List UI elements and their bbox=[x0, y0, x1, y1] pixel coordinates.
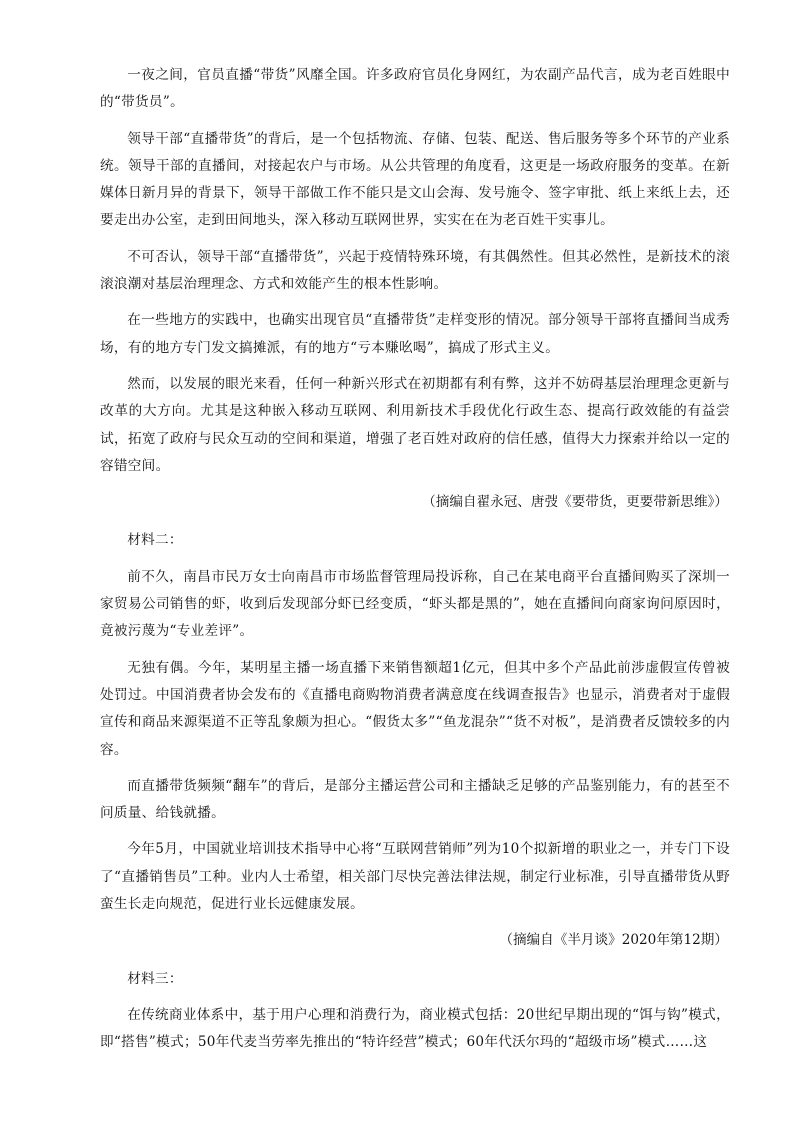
material-3-heading: 材料三： bbox=[127, 970, 183, 987]
paragraph-10: 在传统商业体系中，基于用户心理和消费行为，商业模式包括：20世纪早期出现的“饵与钩”模式，即“搭售”模式；50年代麦当劳率先推出的“特许经营”模式；60年代沃尔玛的“超级市场”模式……这 bbox=[100, 1006, 730, 1051]
paragraph-9: 今年5月，中国就业培训技术指导中心将“互联网营销师”列为10个拟新增的职业之一，并专门下设了“直播销售员”工种。业内人士希望，相关部门尽快完善法律法规，制定行业标准，引导直播带货从野蛮生长走向规范，促进行业长远健康发展。 bbox=[100, 841, 730, 913]
source-citation-1: （摘编自翟永冠、唐弢《要带货，更要带新思维》） bbox=[422, 494, 728, 511]
paragraph-7: 无独有偶。今年，某明星主播一场直播下来销售额超1亿元，但其中多个产品此前涉虚假宣传曾被处罚过。中国消费者协会发布的《直播电商购物消费者满意度在线调查报告》也显示，消费者对于虚假宣传和商品来源渠道不正等乱象颇为担心。“假货太多”“鱼龙混杂”“货不对板”，是消费者反馈较多的内容。 bbox=[100, 659, 730, 758]
paragraph-1: 一夜之间，官员直播“带货”风靡全国。许多政府官员化身网红，为农副产品代言，成为老百姓眼中的“带货员”。 bbox=[100, 67, 730, 111]
paragraph-3: 不可否认，领导干部“直播带货”，兴起于疫情特殊环境，有其偶然性。但其必然性，是新技术的滚滚浪潮对基层治理理念、方式和效能产生的根本性影响。 bbox=[100, 248, 730, 293]
document-page bbox=[100, 62, 730, 1057]
paragraph-2: 领导干部“直播带货”的背后，是一个包括物流、存储、包装、配送、售后服务等多个环节的产业系统。领导干部的直播间，对接起农户与市场。从公共管理的角度看，这更是一场政府服务的变革。在新媒体日新月异的背景下，领导干部做工作不能只是文山会海、发号施令、签字审批、纸上来纸上去，还要走出办公室，走到田间地头，深入移动互联网世界，实实在在为老百姓干实事儿。 bbox=[100, 130, 730, 229]
source-citation-2: （摘编自《半月谈》2020年第12期） bbox=[499, 932, 728, 949]
paragraph-8: 而直播带货频频“翻车”的背后，是部分主播运营公司和主播缺乏足够的产品鉴别能力，有的甚至不问质量、给钱就播。 bbox=[100, 777, 730, 822]
paragraph-6: 前不久，南昌市民万女士向南昌市市场监督管理局投诉称，自己在某电商平台直播间购买了深圳一家贸易公司销售的虾，收到后发现部分虾已经变质，“虾头都是黑的”，她在直播间向商家询问原因时，竟被污蔑为“专业差评”。 bbox=[100, 568, 730, 640]
paragraph-5: 然而，以发展的眼光来看，任何一种新兴形式在初期都有利有弊，这并不妨碍基层治理理念更新与改革的大方向。尤其是这种嵌入移动互联网、利用新技术手段优化行政生态、提高行政效能的有益尝试，拓宽了政府与民众互动的空间和渠道，增强了老百姓对政府的信任感，值得大力探索并给以一定的容错空间。 bbox=[100, 375, 730, 474]
paragraph-4: 在一些地方的实践中，也确实出现官员“直播带货”走样变形的情况。部分领导干部将直播间当成秀场，有的地方专门发文搞摊派，有的地方“亏本赚吆喝”，搞成了形式主义。 bbox=[100, 312, 730, 356]
material-2-heading: 材料二： bbox=[127, 532, 183, 549]
